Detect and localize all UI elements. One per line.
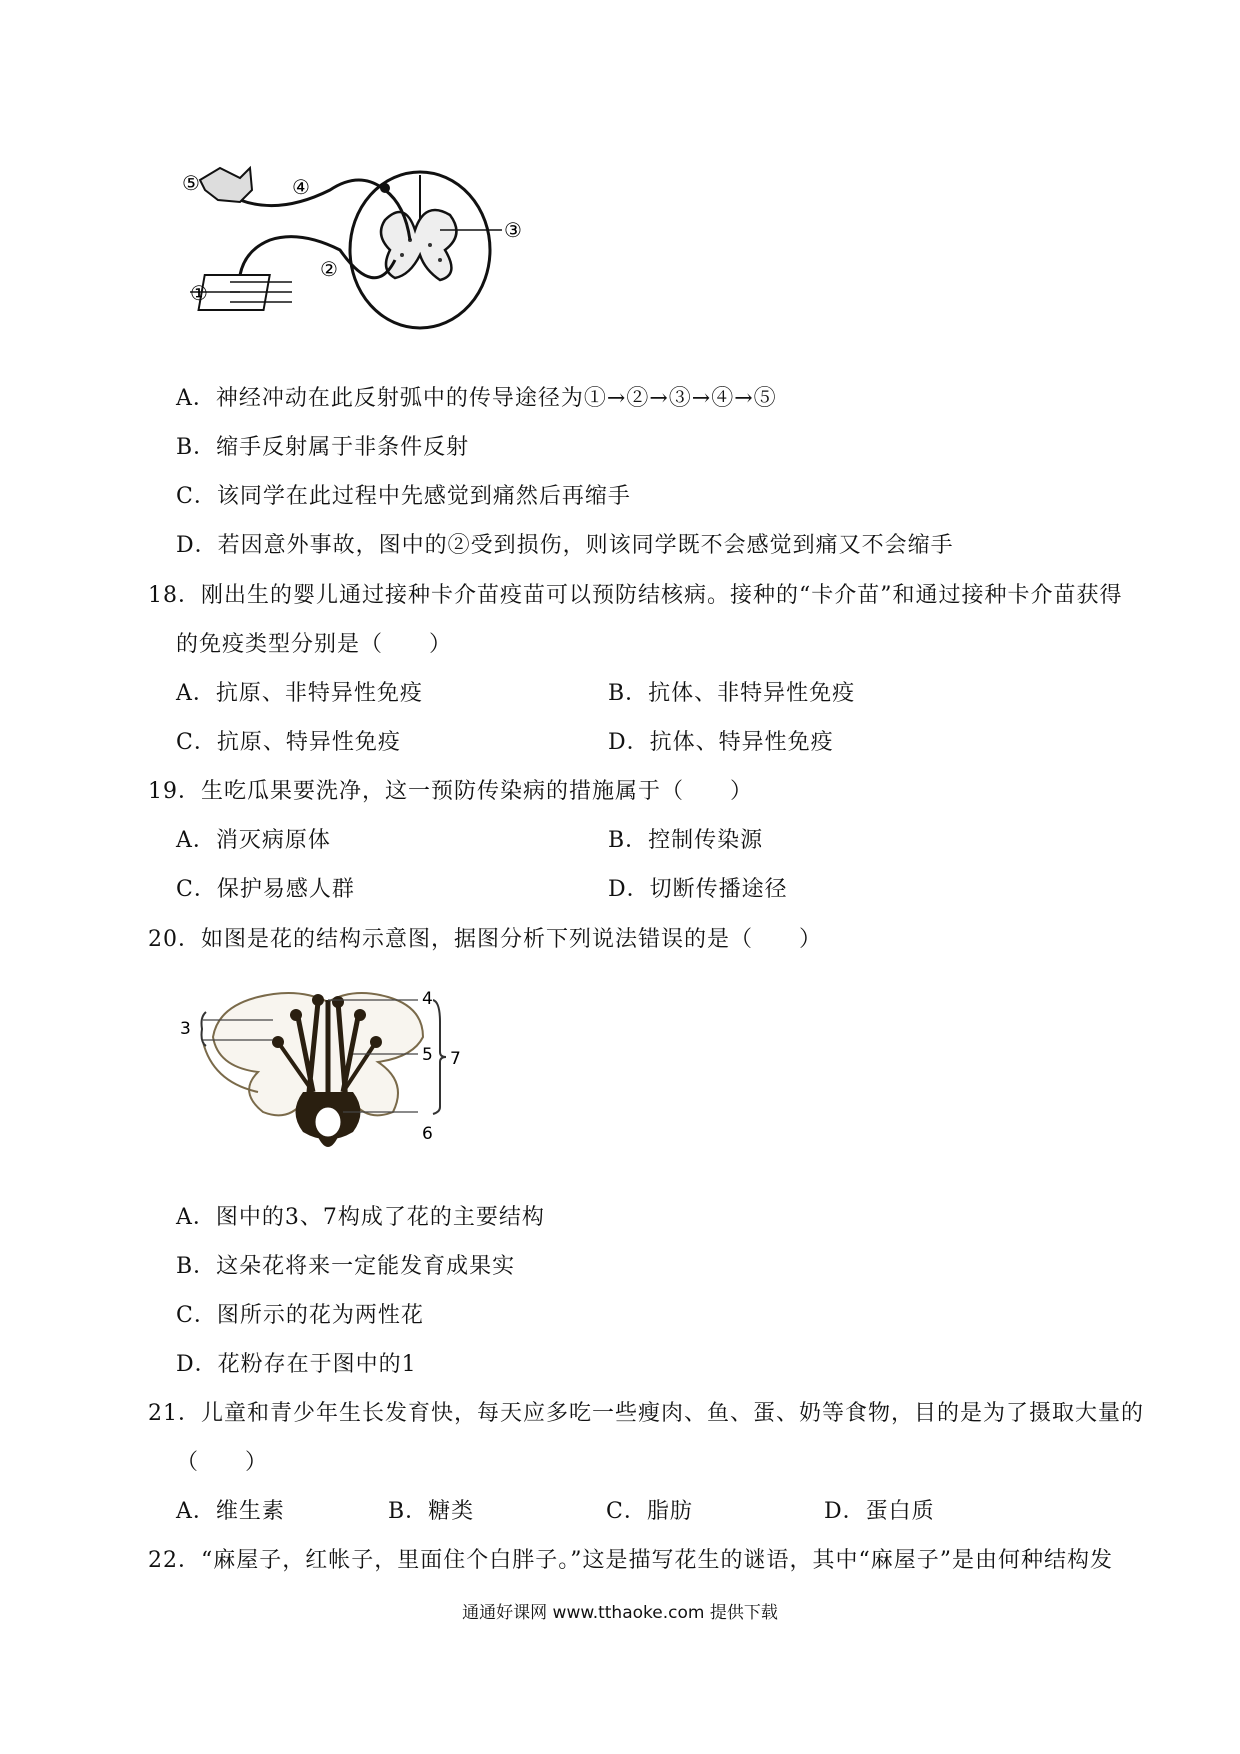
label-4: ④	[292, 175, 310, 199]
q20-option-d: D．花粉存在于图中的1	[176, 1352, 417, 1377]
label-3: ③	[504, 218, 522, 242]
q18-stem-line1: 18．刚出生的婴儿通过接种卡介苗疫苗可以预防结核病。接种的“卡介苗”和通过接种卡介苗获得	[148, 583, 1123, 608]
q18-option-d: D．抗体、特异性免疫	[608, 730, 834, 755]
q18-stem-line2: 的免疫类型分别是（ ）	[176, 632, 453, 657]
q19-option-b: B．控制传染源	[608, 828, 764, 853]
q20-option-a: A．图中的3、7构成了花的主要结构	[176, 1205, 545, 1230]
q21-option-b: B．糖类	[388, 1499, 475, 1524]
q17-option-a: A．神经冲动在此反射弧中的传导途径为①→②→③→④→⑤	[176, 386, 777, 411]
flower-label-6: 6	[422, 1124, 433, 1144]
q19-stem: 19．生吃瓜果要洗净，这一预防传染病的措施属于（ ）	[148, 779, 753, 804]
page-footer: 通通好课网 www.tthaoke.com 提供下载	[462, 1603, 778, 1623]
q21-option-c: C．脂肪	[606, 1499, 693, 1524]
q21-stem-line2: （ ）	[176, 1450, 269, 1475]
q19-option-c: C．保护易感人群	[176, 877, 355, 902]
q20-option-b: B．这朵花将来一定能发育成果实	[176, 1254, 516, 1279]
q17-option-d: D．若因意外事故，图中的②受到损伤，则该同学既不会感觉到痛又不会缩手	[176, 533, 954, 558]
q21-option-a: A．维生素	[176, 1499, 285, 1524]
q17-option-c: C．该同学在此过程中先感觉到痛然后再缩手	[176, 484, 631, 509]
flower-label-5: 5	[422, 1045, 433, 1065]
flower-label-4: 4	[422, 989, 433, 1009]
q20-option-c: C．图所示的花为两性花	[176, 1303, 424, 1328]
q20-stem: 20．如图是花的结构示意图，据图分析下列说法错误的是（ ）	[148, 927, 822, 952]
q17-option-b: B．缩手反射属于非条件反射	[176, 435, 470, 460]
q18-option-c: C．抗原、特异性免疫	[176, 730, 401, 755]
q18-option-b: B．抗体、非特异性免疫	[608, 681, 856, 706]
reflex-arc-diagram	[180, 160, 600, 360]
label-1: ①	[190, 281, 208, 305]
flower-label-7: 7	[450, 1049, 461, 1069]
label-5: ⑤	[182, 171, 200, 195]
q19-option-a: A．消灭病原体	[176, 828, 331, 853]
q18-option-a: A．抗原、非特异性免疫	[176, 681, 423, 706]
flower-label-3: 3	[180, 1019, 191, 1039]
q19-option-d: D．切断传播途径	[608, 877, 788, 902]
q21-stem-line1: 21．儿童和青少年生长发育快，每天应多吃一些瘦肉、鱼、蛋、奶等食物，目的是为了摄取大量的	[148, 1401, 1144, 1426]
q21-option-d: D．蛋白质	[824, 1499, 935, 1524]
label-2: ②	[320, 257, 338, 281]
flower-structure-diagram	[178, 982, 528, 1172]
q22-stem-line1: 22．“麻屋子，红帐子，里面住个白胖子。”这是描写花生的谜语，其中“麻屋子”是由何种结构发	[148, 1548, 1113, 1573]
